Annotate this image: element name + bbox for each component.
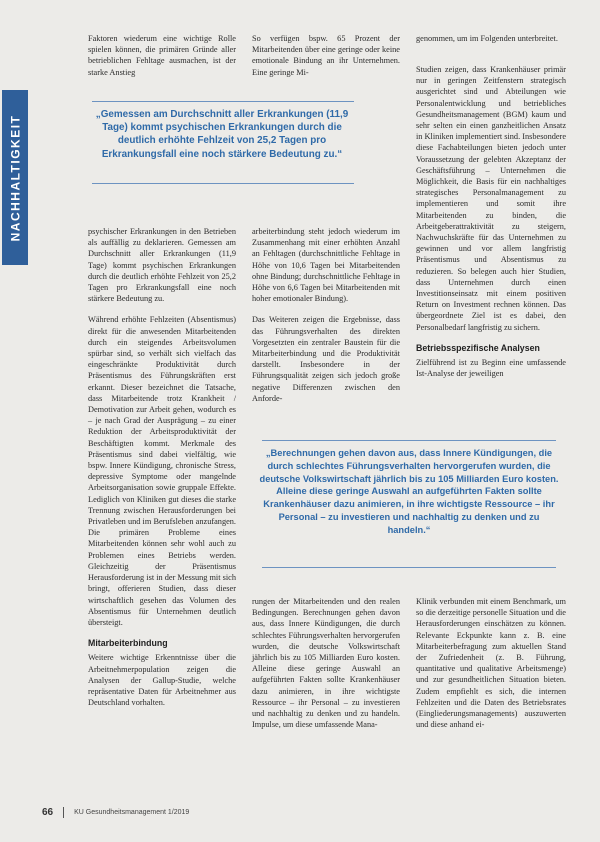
section-tag-label: NACHHALTIGKEIT xyxy=(8,114,22,241)
paragraph: Klinik verbunden mit einem Benchmark, um so die derzeitige personelle Situation und die Herausforderungen einschätzen zu können. Relevante Eckpunkte kann z. B. eine Mitarbeiterbefragung zum aktuellen Stand der Zufriedenheit (z. B. Führung, quantitative und qualitative Arbeitsmenge) und zur gesundheitlichen Situation bieten. Zudem empfiehlt es sich, die internen Fehlzeiten und die Daten des Betriebsrates (Eingliederungsmanagements) auszuwerten und diese anhand ei- xyxy=(416,597,566,730)
subheading-betriebsspezifische-analysen: Betriebsspezifische Analysen xyxy=(416,342,540,353)
pull-quote-kuendigungen: „Berechnungen gehen davon aus, dass Innere Kündigungen, die durch schlechtes Führungsverhalten hervorgerufen wurden, die deutsche Volkswirtschaft jährlich bis zu 105 Milliarden Euro kosten. Alleine diese geringe Auswahl an aufgeführten Fakten sollte Krankenhäuser dazu animieren, in ihre wichtigste Ressource – ihr Personal – zu investieren und nachhaltig zu denken und zu handeln.“ xyxy=(259,448,559,535)
journal-name: KU Gesundheitsmanagement 1/2019 xyxy=(74,808,190,816)
column-1-top xyxy=(88,33,236,88)
subheading-mitarbeiterbindung: Mitarbeiterbindung xyxy=(88,638,168,649)
page-footer xyxy=(42,805,562,819)
paragraph: Während erhöhte Fehlzeiten (Absentismus) direkt für die anwesenden Mitarbeitenden durch ein steigendes Arbeitsvolumen spürbar sind, so verhält sich vielfach das eingeschränkte Produktivität durch Präsentismus des Führungskräften erst erkannt. Dieser bezeichnet die Tatsache, dass Mitarbeitende trotz Krankheit / Demotivation zur Arbeit gehen, wodurch es – je nach Grad der Ausprägung – zu einer Reduktion der Arbeitsproduktivität der Beschäftigten kommt. Merkmale des Präsentismus sind dabei vielfältig, wie bspw. Innere Kündigung, chronische Stress, depressive Symptome oder mangelnde Arbeitsorganisation sowie gruppale Effekte. Lediglich von Kliniken gut dieses die starke Trennung zwischen Herausforderungen bei Privatleben und im Berufsleben anzufangen. Die primären Probleme eines Mitarbeitenden können sehr wohl auch zu Problemen eines Betriebs werden. Gleichzeitig der Präsentismus Herausforderung ist in der Messung mit sich bringt, offerieren Studien, dass dieser wirtschaftlich gesehen das Volumen des Absentismus für Unternehmen deutlich übersteigt. xyxy=(88,315,236,627)
quote-rule-top xyxy=(92,101,354,102)
quote2-rule-top xyxy=(262,440,556,441)
paragraph: arbeiterbindung steht jedoch wiederum im Zusammenhang mit einer erhöhten Anzahl an Fehltagen (durchschnittliche Fehltage in Höhe von 10,6 Tagen bei Mitarbeitenden ohne Bindung; durchschnittliche Fehltage in Höhe von 6,6 Tagen bei Mitarbeitenden mit hoher emotionaler Bindung). xyxy=(252,227,400,304)
paragraph: rungen der Mitarbeitenden und den realen Bedingungen. Berechnungen gehen davon aus, dass Innere Kündigungen, die durch schlechtes Führungsverhalten hervorgerufen wurden, die deutsche Volkswirtschaft jährlich bis zu 105 Milliarden Euro kosten. Alleine diese geringe Auswahl an aufgeführten Fakten sollte Krankenhäuser dazu animieren, in ihre wichtigste Ressource – ihr Personal – zu investieren und nachhaltig zu denken und zu handeln. Impulse, um diese umfassende Mana- xyxy=(252,597,400,730)
pull-quote-fehlzeit: „Gemessen am Durchschnitt aller Erkrankungen (11,9 Tage) kommt psychischen Erkrankungen durch die deutlich erhöhte Fehlzeit von 25,2 Tagen pro Erkrankungsfall eine noch stärkere Bedeutung zu.“ xyxy=(95,109,349,160)
paragraph: So verfügen bspw. 65 Prozent der Mitarbeitenden über eine geringe oder keine emotionale Bindung an ihr Unternehmen. Eine geringe Mi- xyxy=(252,34,400,77)
column-2-bottom xyxy=(252,596,400,740)
column-1 xyxy=(88,226,236,718)
section-tag xyxy=(2,90,28,265)
paragraph: Faktoren wiederum eine wichtige Rolle spielen können, die primären Gründe aller betrieblichen Fehltage ausmachen, ist der starke Anstieg xyxy=(88,34,236,77)
paragraph: Zielführend ist zu Beginn eine umfassende Ist-Analyse der jeweiligen xyxy=(416,358,566,379)
column-3-top xyxy=(416,33,566,54)
quote-rule-bottom xyxy=(92,183,354,184)
column-3 xyxy=(416,64,566,389)
quote2-rule-bottom xyxy=(262,567,556,568)
column-3-bottom xyxy=(416,596,566,740)
page-number: 66 xyxy=(42,806,54,818)
column-2-top xyxy=(252,33,400,88)
paragraph: Studien zeigen, dass Krankenhäuser primär nur in geringen Zeitfenstern strategisch ausgerichtet sind und Abteilungen wie Personalentwicklung und betriebliches Gesundheitsmanagement (BGM) kaum und sehr selten ein einen ganzheitlichen Ansatz in Kliniken implementiert sind. Insbesondere diese Fachabteilungen bieten jedoch unter Voraussetzung der gelebten Akzeptanz der Geschäftsführung – Unternehmen die Möglichkeit, die Basis für ein nachhaltiges strategisches Personalmanagement zu implementieren und somit ihre Mitarbeitenden zu binden, die Arbeitgeberattraktivität zu steigern, Nachwuchskräfte für das Unternehmen zu gewinnen und vor allem langfristig Präsentismus und Absentismus zu reduzieren. So belegen auch hier Studien, dass Unternehmen durch einen Investitionseinsatz mit einem positiven Return on Investment rechnen können. Das übergeordnete Ziel ist es dabei, den Personalbedarf langfristig zu sichern. xyxy=(416,65,567,332)
paragraph: Weitere wichtige Erkenntnisse über die Arbeitnehmerpopulation zeigen die Analysen der Gallup-Studie, welche repräsentative Daten für Arbeitnehmer aus Deutschland vorhalten. xyxy=(88,653,236,708)
column-2 xyxy=(252,226,400,414)
paragraph: genommen, um im Folgenden unterbreitet. xyxy=(416,34,558,43)
paragraph: psychischer Erkrankungen in den Betrieben als auffällig zu deklarieren. Gemessen am Durchschnitt aller Erkrankungen (11,9 Tage) kommt psychischen Erkrankungen durch die deutlich erhöhte Fehlzeit von 25,2 Tagen pro Erkrankungsfall eine noch stärkere Bedeutung zu. xyxy=(88,227,236,304)
paragraph: Das Weiteren zeigen die Ergebnisse, dass das Führungsverhalten des direkten Vorgesetzten ein zentraler Baustein für die Mitarbeiterbindung und die Produktivität darstellt. Insbesondere in der Führungsqualität zeigen sich jedoch große negative Differenzen zwischen den Anforde- xyxy=(252,315,400,403)
footer-divider xyxy=(63,807,64,818)
